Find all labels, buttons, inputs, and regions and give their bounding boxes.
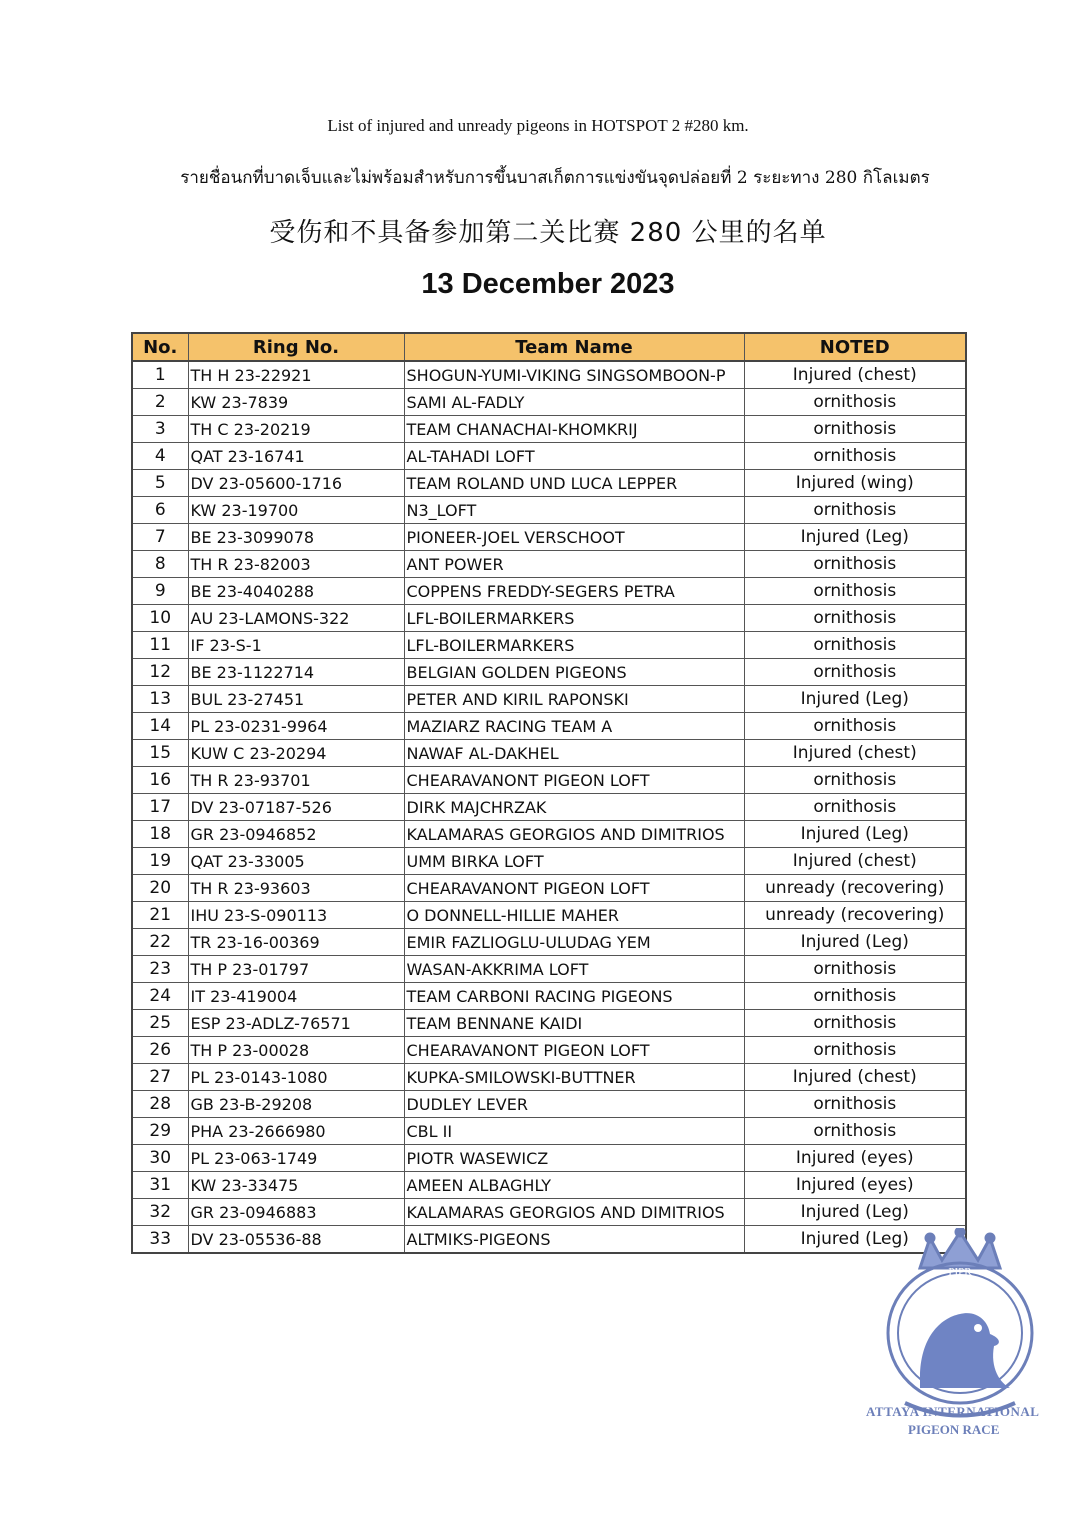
team-name-cell: NAWAF AL-DAKHEL [404, 740, 744, 767]
noted-cell: ornithosis [744, 578, 966, 605]
row-number: 3 [132, 416, 188, 443]
team-name-cell: CHEARAVANONT PIGEON LOFT [404, 875, 744, 902]
ring-number-cell: KW 23-7839 [188, 389, 404, 416]
noted-cell: Injured (Leg) [744, 1199, 966, 1226]
table-row [132, 1199, 966, 1226]
column-header-team-name: Team Name [404, 333, 744, 361]
row-number: 9 [132, 578, 188, 605]
team-name-cell: TEAM BENNANE KAIDI [404, 1010, 744, 1037]
team-name-cell: DIRK MAJCHRZAK [404, 794, 744, 821]
table-row [132, 470, 966, 497]
table-row [132, 1226, 966, 1254]
ring-number-cell: TH C 23-20219 [188, 416, 404, 443]
team-name-cell: KALAMARAS GEORGIOS AND DIMITRIOS [404, 821, 744, 848]
title-thai: รายชื่อนกที่บาดเจ็บและไม่พร้อมสำหรับการขึ้นบาสเก็ตการแข่งขันจุดปล่อยที่ 2 ระยะทาง 280 กิโลเมตร [180, 168, 930, 188]
noted-cell: unready (recovering) [744, 902, 966, 929]
row-number: 5 [132, 470, 188, 497]
noted-cell: Injured (chest) [744, 740, 966, 767]
row-number: 31 [132, 1172, 188, 1199]
team-name-cell: CHEARAVANONT PIGEON LOFT [404, 767, 744, 794]
team-name-cell: AMEEN ALBAGHLY [404, 1172, 744, 1199]
team-name-cell: TEAM CARBONI RACING PIGEONS [404, 983, 744, 1010]
table-row [132, 875, 966, 902]
row-number: 8 [132, 551, 188, 578]
table-row [132, 578, 966, 605]
noted-cell: ornithosis [744, 389, 966, 416]
team-name-cell: ANT POWER [404, 551, 744, 578]
noted-cell: ornithosis [744, 416, 966, 443]
row-number: 4 [132, 443, 188, 470]
noted-cell: Injured (wing) [744, 470, 966, 497]
ring-number-cell: PL 23-0143-1080 [188, 1064, 404, 1091]
title-chinese: 受伤和不具备参加第二关比赛 280 公里的名单 [269, 218, 827, 248]
noted-cell: ornithosis [744, 1091, 966, 1118]
ring-number-cell: PL 23-0231-9964 [188, 713, 404, 740]
table-row [132, 821, 966, 848]
ring-number-cell: TH R 23-93701 [188, 767, 404, 794]
team-name-cell: KUPKA-SMILOWSKI-BUTTNER [404, 1064, 744, 1091]
noted-cell: Injured (eyes) [744, 1145, 966, 1172]
table-row [132, 443, 966, 470]
ring-number-cell: BE 23-4040288 [188, 578, 404, 605]
row-number: 25 [132, 1010, 188, 1037]
table-row [132, 983, 966, 1010]
ring-number-cell: GB 23-B-29208 [188, 1091, 404, 1118]
team-name-cell: WASAN-AKKRIMA LOFT [404, 956, 744, 983]
row-number: 24 [132, 983, 188, 1010]
row-number: 29 [132, 1118, 188, 1145]
noted-cell: ornithosis [744, 443, 966, 470]
table-row [132, 605, 966, 632]
team-name-cell: O DONNELL-HILLIE MAHER [404, 902, 744, 929]
row-number: 23 [132, 956, 188, 983]
table-row [132, 1118, 966, 1145]
team-name-cell: ALTMIKS-PIGEONS [404, 1226, 744, 1254]
row-number: 19 [132, 848, 188, 875]
team-name-cell: MAZIARZ RACING TEAM A [404, 713, 744, 740]
row-number: 13 [132, 686, 188, 713]
ring-number-cell: DV 23-05536-88 [188, 1226, 404, 1254]
column-header-ring-no: Ring No. [188, 333, 404, 361]
ring-number-cell: TH P 23-01797 [188, 956, 404, 983]
table-row [132, 848, 966, 875]
injured-pigeons-table [131, 332, 967, 1254]
ring-number-cell: QAT 23-33005 [188, 848, 404, 875]
ring-number-cell: TH R 23-82003 [188, 551, 404, 578]
row-number: 6 [132, 497, 188, 524]
team-name-cell: DUDLEY LEVER [404, 1091, 744, 1118]
seal-caption-line1: ATTAYA INTERNATIONAL [866, 1404, 1040, 1419]
ring-number-cell: KUW C 23-20294 [188, 740, 404, 767]
noted-cell: Injured (eyes) [744, 1172, 966, 1199]
noted-cell: Injured (Leg) [744, 524, 966, 551]
row-number: 21 [132, 902, 188, 929]
row-number: 28 [132, 1091, 188, 1118]
table-row [132, 497, 966, 524]
table-body [132, 361, 966, 1253]
noted-cell: Injured (Leg) [744, 821, 966, 848]
team-name-cell: TEAM ROLAND UND LUCA LEPPER [404, 470, 744, 497]
row-number: 12 [132, 659, 188, 686]
noted-cell: ornithosis [744, 605, 966, 632]
table-row [132, 389, 966, 416]
row-number: 30 [132, 1145, 188, 1172]
team-name-cell: AL-TAHADI LOFT [404, 443, 744, 470]
ring-number-cell: TR 23-16-00369 [188, 929, 404, 956]
noted-cell: Injured (Leg) [744, 929, 966, 956]
table-row [132, 1037, 966, 1064]
team-name-cell: PETER AND KIRIL RAPONSKI [404, 686, 744, 713]
ring-number-cell: DV 23-05600-1716 [188, 470, 404, 497]
table-row [132, 956, 966, 983]
column-header-no: No. [132, 333, 188, 361]
ring-number-cell: QAT 23-16741 [188, 443, 404, 470]
ring-number-cell: KW 23-19700 [188, 497, 404, 524]
row-number: 14 [132, 713, 188, 740]
ring-number-cell: BE 23-3099078 [188, 524, 404, 551]
team-name-cell: N3_LOFT [404, 497, 744, 524]
ring-number-cell: DV 23-07187-526 [188, 794, 404, 821]
ring-number-cell: ESP 23-ADLZ-76571 [188, 1010, 404, 1037]
noted-cell: ornithosis [744, 713, 966, 740]
row-number: 33 [132, 1226, 188, 1254]
row-number: 32 [132, 1199, 188, 1226]
noted-cell: unready (recovering) [744, 875, 966, 902]
noted-cell: Injured (chest) [744, 361, 966, 389]
table-row [132, 632, 966, 659]
ring-number-cell: GR 23-0946852 [188, 821, 404, 848]
title-english: List of injured and unready pigeons in HOTSPOT 2 #280 km. [327, 116, 749, 135]
row-number: 1 [132, 361, 188, 389]
team-name-cell: PIONEER-JOEL VERSCHOOT [404, 524, 744, 551]
team-name-cell: SHOGUN-YUMI-VIKING SINGSOMBOON-P [404, 361, 744, 389]
team-name-cell: COPPENS FREDDY-SEGERS PETRA [404, 578, 744, 605]
table-row [132, 1010, 966, 1037]
table-row [132, 686, 966, 713]
table-row [132, 794, 966, 821]
row-number: 27 [132, 1064, 188, 1091]
ring-number-cell: IHU 23-S-090113 [188, 902, 404, 929]
table-header-row [132, 333, 966, 361]
noted-cell: ornithosis [744, 1037, 966, 1064]
noted-cell: Injured (chest) [744, 1064, 966, 1091]
row-number: 2 [132, 389, 188, 416]
table-row [132, 1145, 966, 1172]
table-row [132, 361, 966, 389]
ring-number-cell: TH P 23-00028 [188, 1037, 404, 1064]
seal-caption-line2: PIGEON RACE [908, 1422, 1000, 1437]
noted-cell: ornithosis [744, 1010, 966, 1037]
noted-cell: ornithosis [744, 1118, 966, 1145]
noted-cell: ornithosis [744, 983, 966, 1010]
ring-number-cell: IF 23-S-1 [188, 632, 404, 659]
team-name-cell: KALAMARAS GEORGIOS AND DIMITRIOS [404, 1199, 744, 1226]
row-number: 16 [132, 767, 188, 794]
table-row [132, 713, 966, 740]
team-name-cell: SAMI AL-FADLY [404, 389, 744, 416]
noted-cell: ornithosis [744, 659, 966, 686]
ring-number-cell: TH H 23-22921 [188, 361, 404, 389]
team-name-cell: EMIR FAZLIOGLU-ULUDAG YEM [404, 929, 744, 956]
team-name-cell: BELGIAN GOLDEN PIGEONS [404, 659, 744, 686]
team-name-cell: LFL-BOILERMARKERS [404, 632, 744, 659]
team-name-cell: CHEARAVANONT PIGEON LOFT [404, 1037, 744, 1064]
noted-cell: Injured (chest) [744, 848, 966, 875]
ring-number-cell: IT 23-419004 [188, 983, 404, 1010]
ring-number-cell: GR 23-0946883 [188, 1199, 404, 1226]
table-row [132, 1064, 966, 1091]
ring-number-cell: TH R 23-93603 [188, 875, 404, 902]
team-name-cell: TEAM CHANACHAI-KHOMKRIJ [404, 416, 744, 443]
row-number: 10 [132, 605, 188, 632]
row-number: 11 [132, 632, 188, 659]
row-number: 17 [132, 794, 188, 821]
row-number: 7 [132, 524, 188, 551]
row-number: 26 [132, 1037, 188, 1064]
table-row [132, 929, 966, 956]
noted-cell: ornithosis [744, 956, 966, 983]
document-date: 13 December 2023 [421, 268, 675, 300]
table-row [132, 551, 966, 578]
table-row [132, 740, 966, 767]
table-row [132, 524, 966, 551]
noted-cell: ornithosis [744, 767, 966, 794]
row-number: 18 [132, 821, 188, 848]
table-row [132, 902, 966, 929]
ring-number-cell: PL 23-063-1749 [188, 1145, 404, 1172]
table-row [132, 767, 966, 794]
noted-cell: ornithosis [744, 794, 966, 821]
seal-badge-text: PIPR [948, 1266, 972, 1278]
column-header-noted: NOTED [744, 333, 966, 361]
team-name-cell: PIOTR WASEWICZ [404, 1145, 744, 1172]
ring-number-cell: AU 23-LAMONS-322 [188, 605, 404, 632]
row-number: 20 [132, 875, 188, 902]
table-row [132, 1172, 966, 1199]
table-row [132, 1091, 966, 1118]
team-name-cell: UMM BIRKA LOFT [404, 848, 744, 875]
noted-cell: Injured (Leg) [744, 686, 966, 713]
row-number: 15 [132, 740, 188, 767]
noted-cell: Injured (Leg) [744, 1226, 966, 1254]
ring-number-cell: BE 23-1122714 [188, 659, 404, 686]
table-row [132, 416, 966, 443]
noted-cell: ornithosis [744, 551, 966, 578]
row-number: 22 [132, 929, 188, 956]
team-name-cell: CBL II [404, 1118, 744, 1145]
ring-number-cell: BUL 23-27451 [188, 686, 404, 713]
noted-cell: ornithosis [744, 497, 966, 524]
ring-number-cell: KW 23-33475 [188, 1172, 404, 1199]
noted-cell: ornithosis [744, 632, 966, 659]
table-row [132, 659, 966, 686]
ring-number-cell: PHA 23-2666980 [188, 1118, 404, 1145]
team-name-cell: LFL-BOILERMARKERS [404, 605, 744, 632]
